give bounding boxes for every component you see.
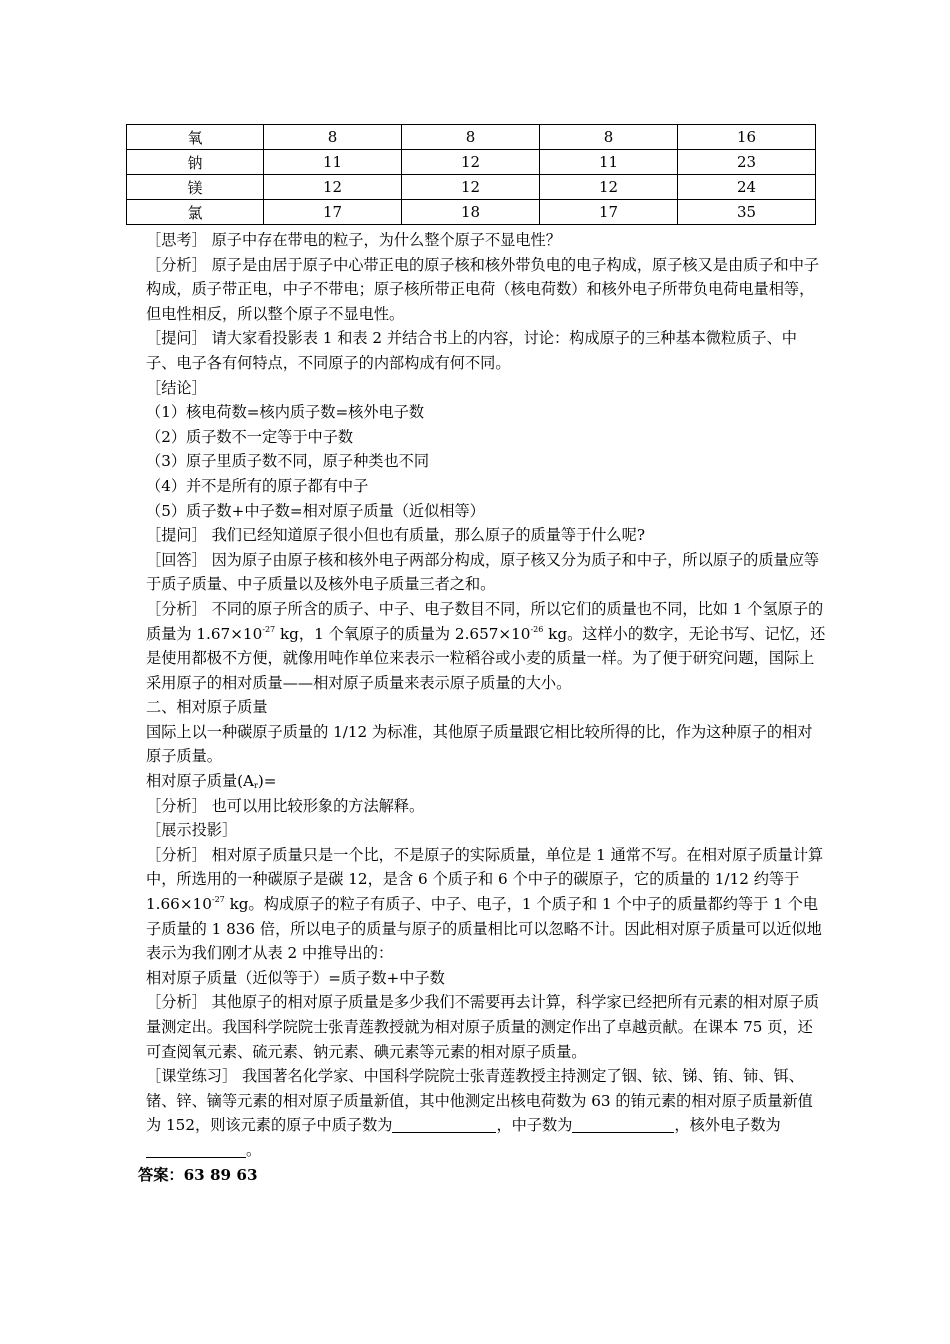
table-cell: 12 (402, 150, 540, 175)
lesson-text (138, 228, 826, 1187)
exercise-text-a: ［课堂练习］ 我国著名化学家、中国科学院院士张青莲教授主持测定了铟、铱、锑、铕、铈、铒、锗、锌、镝等元素的相对原子质量新值，其中他测定出核电荷数为 63 的铕元素的相对原子质量新值为 152，则该元素的原子中质子数为 (146, 1067, 813, 1135)
table-cell: 17 (264, 200, 402, 225)
table-cell: 23 (678, 150, 816, 175)
exponent: -27 (211, 895, 225, 905)
formula-text-b: )= (257, 772, 277, 791)
table-cell: 17 (540, 200, 678, 225)
table-cell: 镁 (127, 175, 264, 200)
definition-paragraph: 国际上以一种碳原子质量的 1/12 为标准，其他原子质量跟它相比较所得的比，作为这种原子的相对原子质量。 (146, 722, 813, 766)
exponent: -26 (530, 624, 544, 634)
table-cell: 12 (540, 175, 678, 200)
answer-line (138, 1163, 826, 1188)
analysis-paragraph-4 (146, 843, 826, 966)
conclusion-item: （1）核电荷数=核内质子数=核外电子数 (146, 403, 425, 422)
neutron-count-blank-part1[interactable] (572, 1115, 640, 1133)
conclusion-item: （2）质子数不一定等于中子数 (146, 427, 354, 446)
conclusion-heading: ［结论］ (146, 378, 207, 397)
exercise-text-c: ，核外电子数为 (674, 1116, 781, 1135)
table-row (127, 150, 816, 175)
question-paragraph-2: ［提问］ 我们已经知道原子很小但也有质量，那么原子的质量等于什么呢? (146, 526, 645, 545)
analysis-2-text-a: ［分析］ 不同的原子所含的质子、中子、电子数目不同，所以它们的质量也不同，比如 1 个氢原子的质量为 1.67×10 (146, 599, 824, 643)
projection-paragraph: ［展示投影］ (146, 821, 238, 840)
element-table (126, 124, 816, 225)
analysis-paragraph-3: ［分析］ 也可以用比较形象的方法解释。 (146, 796, 425, 815)
formula-line-2: 相对原子质量（近似等于）=质子数+中子数 (146, 968, 445, 987)
table-cell: 11 (540, 150, 678, 175)
table-row (127, 175, 816, 200)
question-paragraph-1: ［提问］ 请大家看投影表 1 和表 2 并结合书上的内容，讨论：构成原子的三种基本微粒质子、中子、电子各有何特点，不同原子的内部构成有何不同。 (146, 329, 797, 372)
exercise-text-d: 。 (246, 1140, 262, 1159)
conclusion-item: （4）并不是所有的原子都有中子 (146, 476, 369, 495)
proton-count-blank[interactable] (392, 1115, 496, 1133)
think-paragraph: ［思考］ 原子中存在带电的粒子，为什么整个原子不显电性？ (146, 231, 561, 249)
exponent: -27 (262, 624, 276, 634)
table-row (127, 200, 816, 225)
analysis-2-text-b: kg，1 个氧原子的质量为 2.657×10 (275, 624, 531, 643)
answer-paragraph: ［回答］ 因为原子由原子核和核外电子两部分构成，原子核又分为质子和中子，所以原子的质量应等于质子质量、中子质量以及核外电子质量三者之和。 (146, 550, 820, 594)
table-cell: 8 (264, 125, 402, 150)
electron-count-blank[interactable] (146, 1140, 246, 1158)
formula-text-a: 相对原子质量(A (146, 772, 255, 791)
exercise-text-b: ，中子数为 (496, 1116, 573, 1135)
conclusion-item: （5）质子数+中子数=相对原子质量（近似相等） (146, 501, 485, 520)
neutron-count-blank-part2[interactable] (640, 1115, 674, 1133)
table-cell: 24 (678, 175, 816, 200)
analysis-4-text-a: ［分析］ 相对原子质量只是一个比，不是原子的实际质量，单位是 1 通常不写。在相对原子质量计算中，所选用的一种碳原子是碳 12，是含 6 个质子和 6 个中子的碳原子，它的质量的 1/12 约等于 1.66×10 (146, 845, 824, 914)
table-cell: 35 (678, 200, 816, 225)
table-cell: 氧 (127, 125, 264, 150)
table-row (127, 125, 816, 150)
conclusion-item: （3）原子里质子数不同，原子种类也不同 (146, 452, 430, 471)
table-cell: 12 (402, 175, 540, 200)
analysis-paragraph-5: ［分析］ 其他原子的相对原子质量是多少我们不需要再去计算，科学家已经把所有元素的相对原子质量测定出。我国科学院院士张青莲教授就为相对原子质量的测定作出了卓越贡献。在课本 75 页，还可查阅氧元素、硫元素、钠元素、碘元素等元素的相对原子质量。 (146, 993, 820, 1061)
table-cell: 8 (402, 125, 540, 150)
table-cell: 12 (264, 175, 402, 200)
analysis-4-text-b: kg。构成原子的粒子有质子、中子、电子，1 个质子和 1 个中子的质量都约等于 1 个电子质量的 1 836 倍，所以电子的质量与原子的质量相比可以忽略不计。因此相对原子质量可以近似地表示为我们刚才从表 2 中推导出的： (146, 895, 822, 963)
analysis-paragraph-1: ［分析］ 原子是由居于原子中心带正电的原子核和核外带负电的电子构成，原子核又是由质子和中子构成，质子带正电，中子不带电；原子核所带正电荷（核电荷数）和核外电子所带负电荷电量相等，但电性相反，所以整个原子不显电性。 (146, 255, 820, 323)
exercise-paragraph (146, 1064, 826, 1162)
section-heading: 二、相对原子质量 (146, 698, 268, 717)
table-cell: 16 (678, 125, 816, 150)
table-cell: 氯 (127, 200, 264, 225)
answer-value: 63 89 63 (183, 1165, 258, 1184)
table-cell: 18 (402, 200, 540, 225)
analysis-paragraph-2 (146, 597, 826, 695)
table-cell: 钠 (127, 150, 264, 175)
formula-line (146, 769, 826, 794)
answer-label: 答案： (138, 1165, 184, 1184)
table-cell: 8 (540, 125, 678, 150)
subscript: r (254, 781, 258, 791)
analysis-2-text-c: kg。这样小的数字，无论书写、记忆，还是使用都极不方便，就像用吨作单位来表示一粒稻谷或小麦的质量一样。为了便于研究问题，国际上采用原子的相对质量——相对原子质量来表示原子质量的大小。 (146, 624, 826, 692)
table-cell: 11 (264, 150, 402, 175)
element-table-body (127, 125, 816, 225)
